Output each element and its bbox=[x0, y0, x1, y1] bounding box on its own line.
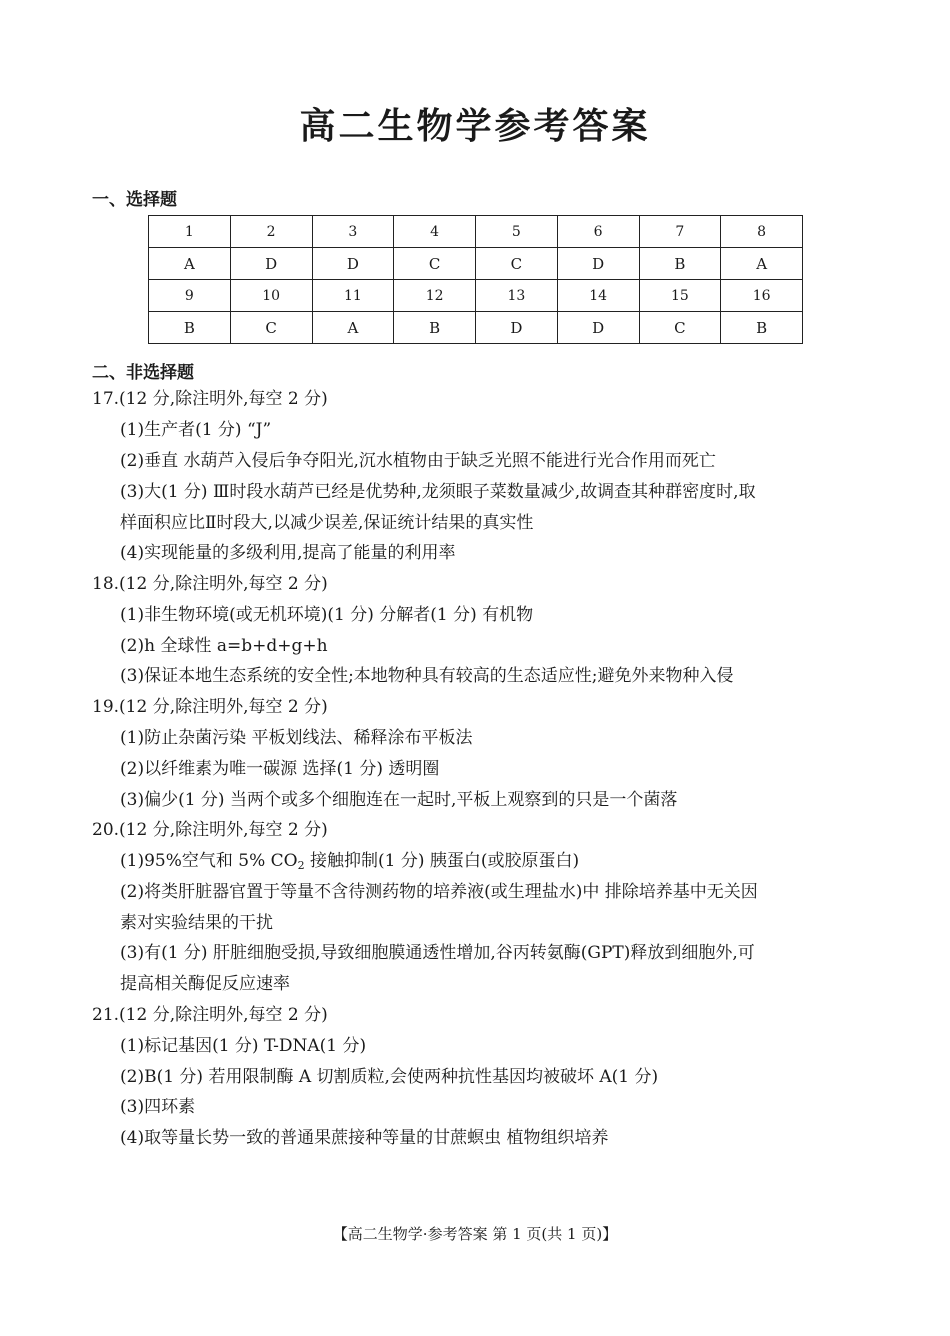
answer-line bbox=[120, 850, 579, 877]
answer-line: 提高相关酶促反应速率 bbox=[120, 974, 290, 994]
question-number: 2 bbox=[230, 216, 312, 248]
answer-text: 接触抑制(1 分) 胰蛋白(或胶原蛋白) bbox=[304, 851, 580, 871]
question-number: 8 bbox=[721, 216, 803, 248]
answer-line: (1)防止杂菌污染 平板划线法、稀释涂布平板法 bbox=[120, 728, 473, 748]
answer-cell: B bbox=[639, 248, 721, 280]
answer-line: (2)以纤维素为唯一碳源 选择(1 分) 透明圈 bbox=[120, 759, 440, 779]
answer-cell: A bbox=[721, 248, 803, 280]
page-title: 高二生物学参考答案 bbox=[299, 106, 651, 147]
answer-line: (1)生产者(1 分) “J” bbox=[120, 420, 272, 440]
section-heading-nonchoice: 二、非选择题 bbox=[92, 363, 194, 383]
answer-cell: D bbox=[476, 312, 558, 344]
answer-cell: B bbox=[721, 312, 803, 344]
answer-line: (1)标记基因(1 分) T-DNA(1 分) bbox=[120, 1036, 367, 1056]
answer-line: (2)垂直 水葫芦入侵后争夺阳光,沉水植物由于缺乏光照不能进行光合作用而死亡 bbox=[120, 451, 716, 471]
table-row bbox=[149, 312, 803, 344]
subscript: 2 bbox=[297, 859, 305, 872]
answer-cell: D bbox=[312, 248, 394, 280]
section-heading-choice: 一、选择题 bbox=[92, 190, 177, 210]
answer-cell: C bbox=[394, 248, 476, 280]
answer-line: (3)保证本地生态系统的安全性;本地物种具有较高的生态适应性;避免外来物种入侵 bbox=[120, 666, 734, 686]
answer-line: 样面积应比Ⅱ时段大,以减少误差,保证统计结果的真实性 bbox=[120, 513, 534, 533]
question-17-heading: 17.(12 分,除注明外,每空 2 分) bbox=[92, 389, 328, 409]
question-number: 13 bbox=[476, 280, 558, 312]
table-row bbox=[149, 280, 803, 312]
answer-line: (3)四环素 bbox=[120, 1097, 196, 1117]
answer-cell: C bbox=[639, 312, 721, 344]
question-number: 5 bbox=[476, 216, 558, 248]
table-row bbox=[149, 248, 803, 280]
answer-line: (1)非生物环境(或无机环境)(1 分) 分解者(1 分) 有机物 bbox=[120, 605, 534, 625]
question-number: 12 bbox=[394, 280, 476, 312]
question-20-heading: 20.(12 分,除注明外,每空 2 分) bbox=[92, 820, 328, 840]
question-number: 16 bbox=[721, 280, 803, 312]
question-18-heading: 18.(12 分,除注明外,每空 2 分) bbox=[92, 574, 328, 594]
answer-cell: A bbox=[312, 312, 394, 344]
question-number: 3 bbox=[312, 216, 394, 248]
question-number: 10 bbox=[230, 280, 312, 312]
question-number: 6 bbox=[557, 216, 639, 248]
question-number: 15 bbox=[639, 280, 721, 312]
question-number: 7 bbox=[639, 216, 721, 248]
question-number: 14 bbox=[557, 280, 639, 312]
answer-cell: D bbox=[557, 312, 639, 344]
answer-cell: A bbox=[149, 248, 231, 280]
answer-line: (3)大(1 分) Ⅲ时段水葫芦已经是优势种,龙须眼子菜数量减少,故调查其种群密度时,取 bbox=[120, 482, 756, 502]
answer-cell: B bbox=[149, 312, 231, 344]
question-19-heading: 19.(12 分,除注明外,每空 2 分) bbox=[92, 697, 328, 717]
answer-line: 素对实验结果的干扰 bbox=[120, 913, 273, 933]
answer-line: (4)取等量长势一致的普通果蔗接种等量的甘蔗螟虫 植物组织培养 bbox=[120, 1128, 609, 1148]
answer-line: (2)将类肝脏器官置于等量不含待测药物的培养液(或生理盐水)中 排除培养基中无关因 bbox=[120, 882, 758, 902]
answer-cell: C bbox=[476, 248, 558, 280]
answer-text: (1)95%空气和 5% CO bbox=[120, 851, 298, 871]
answer-cell: C bbox=[230, 312, 312, 344]
question-number: 1 bbox=[149, 216, 231, 248]
answer-cell: B bbox=[394, 312, 476, 344]
answer-table bbox=[148, 215, 803, 344]
table-row bbox=[149, 216, 803, 248]
answer-line: (4)实现能量的多级利用,提高了能量的利用率 bbox=[120, 543, 456, 563]
question-number: 4 bbox=[394, 216, 476, 248]
answer-cell: D bbox=[230, 248, 312, 280]
answer-cell: D bbox=[557, 248, 639, 280]
answer-line: (2)B(1 分) 若用限制酶 A 切割质粒,会使两种抗性基因均被破坏 A(1 分) bbox=[120, 1067, 659, 1087]
answer-line: (3)偏少(1 分) 当两个或多个细胞连在一起时,平板上观察到的只是一个菌落 bbox=[120, 790, 678, 810]
page-footer: 【高二生物学·参考答案 第 1 页(共 1 页)】 bbox=[332, 1225, 618, 1243]
question-21-heading: 21.(12 分,除注明外,每空 2 分) bbox=[92, 1005, 328, 1025]
answer-line: (2)h 全球性 a=b+d+g+h bbox=[120, 636, 328, 656]
question-number: 9 bbox=[149, 280, 231, 312]
question-number: 11 bbox=[312, 280, 394, 312]
answer-line: (3)有(1 分) 肝脏细胞受损,导致细胞膜通透性增加,谷丙转氨酶(GPT)释放到细胞外,可 bbox=[120, 943, 755, 963]
